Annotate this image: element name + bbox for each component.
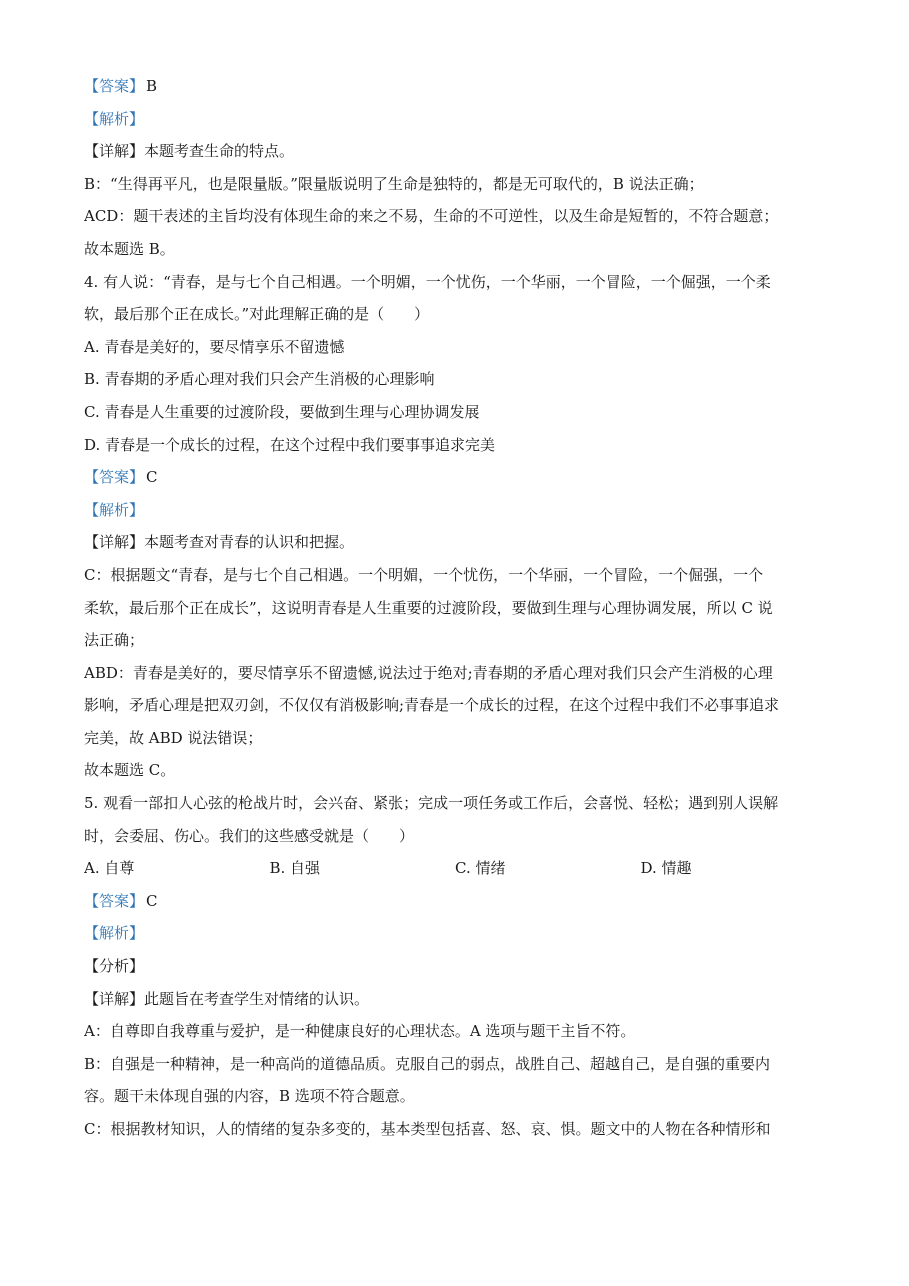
q4-option-a: A. 青春是美好的，要尽情享乐不留遗憾: [84, 337, 345, 356]
analysis-tag: 【解析】: [84, 500, 145, 519]
answer-tag: 【答案】: [84, 891, 145, 910]
q4-option-b: B. 青春期的矛盾心理对我们只会产生消极的心理影响: [84, 370, 435, 389]
q5-explanation-line: 容。题干未体现自强的内容，B 选项不符合题意。: [84, 1087, 415, 1106]
q4-explanation-line: 【详解】本题考查对青春的认识和把握。: [84, 533, 355, 552]
q5-option-a: A. 自尊: [84, 859, 135, 878]
q4-explanation-line: 柔软，最后那个正在成长”，这说明青春是人生重要的过渡阶段，要做到生理与心理协调发展，所以 C 说: [84, 598, 773, 617]
answer-tag: 【答案】: [84, 77, 145, 95]
q5-options-row: [84, 852, 826, 885]
q4-explanation-line: 完美，故 ABD 说法错误；: [84, 728, 263, 747]
answer-value: B: [146, 77, 158, 95]
q4-answer-line: [84, 461, 826, 494]
document-page: [84, 70, 826, 1146]
q4-explanation-line: 法正确；: [84, 631, 145, 650]
q4-explanation-line: C：根据题文“青春，是与七个自己相遇。一个明媚，一个忧伤，一个华丽，一个冒险，一个倔强，一个: [84, 565, 764, 584]
q3-answer-line: [84, 70, 826, 103]
q5-stem-line: 5. 观看一部扣人心弦的枪战片时，会兴奋、紧张；完成一项任务或工作后，会喜悦、轻松；遇到别人误解: [84, 794, 779, 813]
q4-explanation-line: 故本题选 C。: [84, 761, 176, 780]
q5-option-c: C. 情绪: [455, 859, 506, 878]
q3-explanation-line: 故本题选 B。: [84, 239, 175, 258]
answer-value: C: [146, 891, 158, 910]
q4-explanation-line: ABD：青春是美好的，要尽情享乐不留遗憾,说法过于绝对;青春期的矛盾心理对我们只会产生消极的心理: [84, 663, 773, 682]
analysis-tag: 【解析】: [84, 924, 145, 943]
q5-explanation-line: B：自强是一种精神，是一种高尚的道德品质。克服自己的弱点，战胜自己、超越自己，是自强的重要内: [84, 1054, 771, 1073]
q5-explanation-line: C：根据教材知识，人的情绪的复杂多变的，基本类型包括喜、怒、哀、惧。题文中的人物在各种情形和: [84, 1120, 771, 1138]
q5-answer-line: [84, 885, 826, 918]
q5-explanation-line: 【分析】: [84, 957, 145, 976]
q5-stem-line: 时，会委屈、伤心。我们的这些感受就是（ ）: [84, 826, 415, 845]
analysis-tag: 【解析】: [84, 109, 145, 128]
q5-explanation-line: A：自尊即自我尊重与爱护，是一种健康良好的心理状态。A 选项与题干主旨不符。: [84, 1022, 636, 1041]
q4-stem-line: 4. 有人说：“青春，是与七个自己相遇。一个明媚，一个忧伤，一个华丽，一个冒险，一个倔强，一个柔: [84, 272, 771, 291]
answer-tag: 【答案】: [84, 468, 145, 487]
q5-explanation-line: 【详解】此题旨在考查学生对情绪的认识。: [84, 989, 370, 1008]
q3-explanation-line: B：“生得再平凡，也是限量版。”限量版说明了生命是独特的，都是无可取代的，B 说法正确；: [84, 174, 704, 193]
q4-option-c: C. 青春是人生重要的过渡阶段，要做到生理与心理协调发展: [84, 402, 480, 421]
q3-explanation-line: ACD：题干表述的主旨均没有体现生命的来之不易，生命的不可逆性，以及生命是短暂的，不符合题意；: [84, 207, 779, 226]
q4-stem-line: 软，最后那个正在成长。”对此理解正确的是（ ）: [84, 305, 430, 324]
q4-explanation-line: 影响，矛盾心理是把双刃剑，不仅仅有消极影响;青春是一个成长的过程，在这个过程中我们不必事事追求: [84, 696, 780, 715]
q5-option-d: D. 情趣: [640, 859, 692, 878]
q3-explanation-line: 【详解】本题考查生命的特点。: [84, 142, 295, 161]
q5-option-b: B. 自强: [269, 859, 321, 878]
q4-option-d: D. 青春是一个成长的过程，在这个过程中我们要事事追求完美: [84, 435, 496, 454]
answer-value: C: [146, 468, 158, 487]
